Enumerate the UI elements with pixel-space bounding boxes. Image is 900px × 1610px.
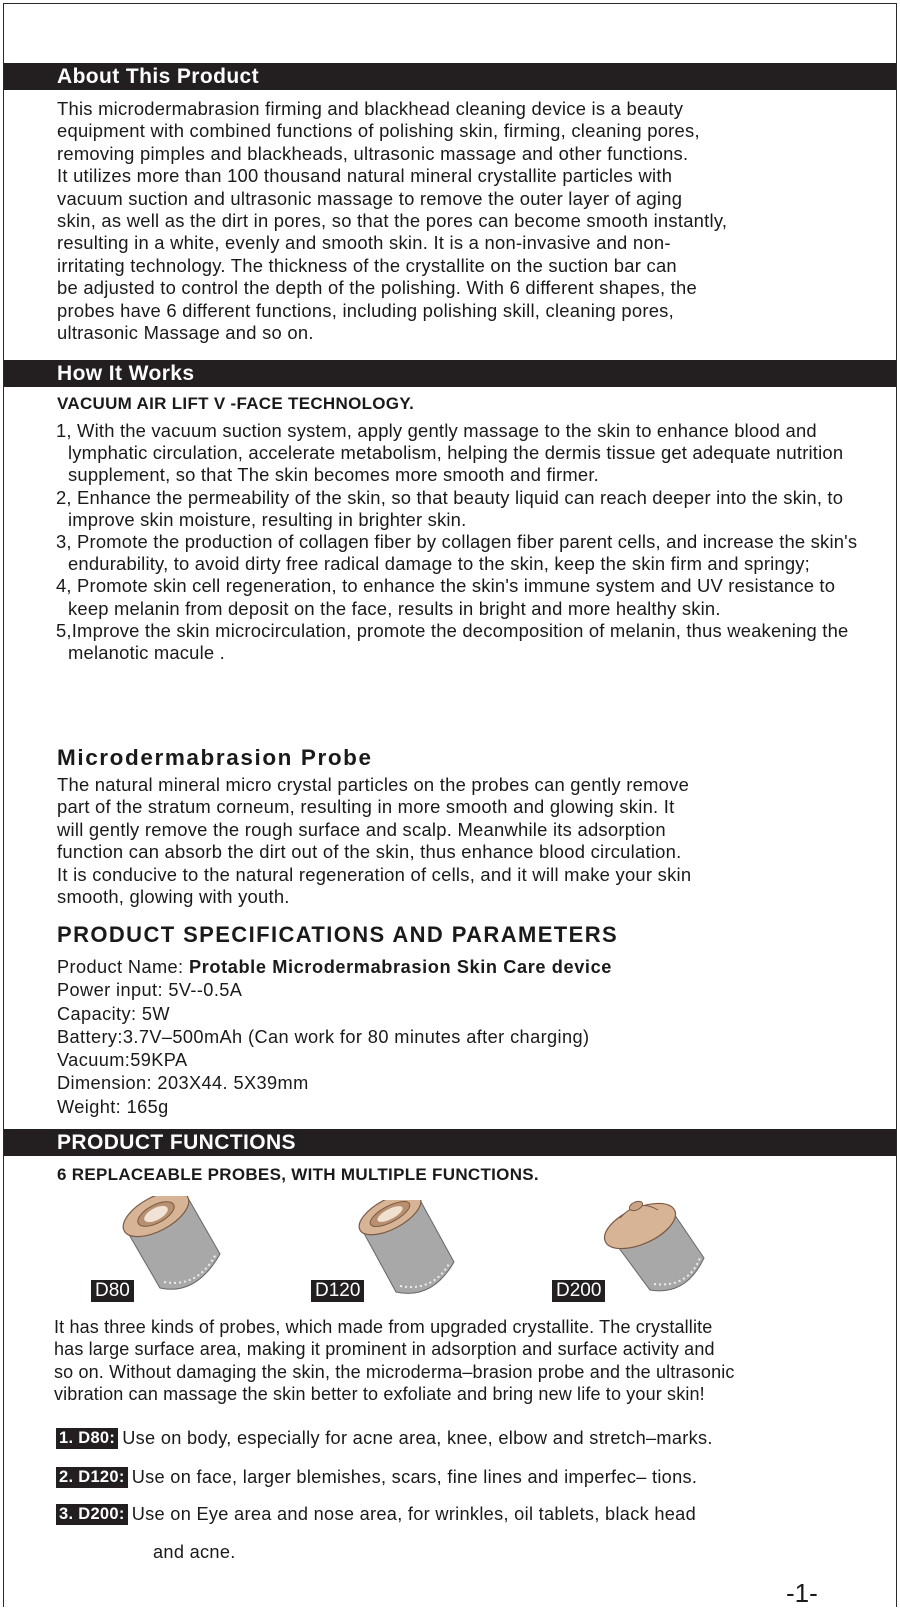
- probe-body: The natural mineral micro crystal particles on the probes can gently remove part of the stratum corneum, resulting in more smooth and glowing skin. It will gently remove the rough surface and scalp. Meanwhile its adsorption function can absorb the dirt out of the skin, thus enhance blood circulation. It is conducive to the natural regeneration of cells, and it will make your skin smooth, glowing with youth.: [57, 774, 692, 908]
- how-subtitle: VACUUM AIR LIFT V -FACE TECHNOLOGY.: [57, 394, 415, 413]
- functions-body: It has three kinds of probes, which made from upgraded crystallite. The crystallite has large surface area, making it prominent in adsorption and surface activity and so on. Without damaging the skin, the microderma–brasion probe and the ultrasonic vibration can massage the skin better to exfoliate and bring new life to your skin!: [54, 1317, 735, 1405]
- probe-title: Microdermabrasion Probe: [57, 745, 373, 770]
- spec-row: Vacuum:59KPA: [57, 1050, 188, 1071]
- page-number: -1-: [786, 1578, 818, 1608]
- usage-row-d120: [56, 1467, 697, 1488]
- spec-row: Capacity: 5W: [57, 1003, 170, 1024]
- usage-badge: 1. D80:: [56, 1428, 118, 1449]
- how-section-header: How It Works: [4, 360, 896, 387]
- how-list: [56, 420, 876, 664]
- usage-text: Use on body, especially for acne area, knee, elbow and stretch–marks.: [122, 1428, 713, 1448]
- probe-d80-illustration: [118, 1196, 228, 1296]
- spec-row: Battery:3.7V–500mAh (Can work for 80 minutes after charging): [57, 1026, 590, 1047]
- spec-row: Weight: 165g: [57, 1096, 169, 1117]
- spec-name-value: Protable Microdermabrasion Skin Care device: [188, 957, 613, 977]
- usage-text: Use on Eye area and nose area, for wrinkles, oil tablets, black head: [131, 1504, 696, 1524]
- about-section-header: About This Product: [4, 63, 896, 90]
- usage-badge: 2. D120:: [56, 1467, 128, 1488]
- how-list-item: 1, With the vacuum suction system, apply gently massage to the skin to enhance blood and lymphatic circulation, accelerate metabolism, helping the dermis tissue get adequate nutrition supplement, so that The skin becomes more smooth and firmer.: [56, 420, 844, 486]
- functions-section-header: PRODUCT FUNCTIONS: [4, 1129, 896, 1156]
- probe-d200-illustration: [600, 1196, 715, 1296]
- usage-continuation: and acne.: [153, 1542, 236, 1562]
- specs-title: PRODUCT SPECIFICATIONS AND PARAMETERS: [57, 922, 619, 947]
- probe-label-d120: D120: [311, 1280, 364, 1302]
- spec-name-label: Product Name:: [57, 957, 189, 977]
- usage-row-d200: [56, 1504, 696, 1525]
- how-list-item: 5,Improve the skin microcirculation, promote the decomposition of melanin, thus weakening the melanotic macule .: [56, 619, 849, 664]
- spec-row: Dimension: 203X44. 5X39mm: [57, 1073, 309, 1094]
- probe-label-d200: D200: [552, 1280, 605, 1302]
- usage-badge: 3. D200:: [56, 1504, 128, 1525]
- how-list-item: 2, Enhance the permeability of the skin, so that beauty liquid can reach deeper into the skin, to improve skin moisture, resulting in brighter skin.: [56, 486, 844, 530]
- usage-row-d80: [56, 1428, 713, 1449]
- spec-row: Power input: 5V--0.5A: [57, 980, 243, 1001]
- spec-row-product-name: [57, 956, 612, 979]
- how-list-item: 4, Promote skin cell regeneration, to enhance the skin's immune system and UV resistance to keep melanin from deposit on the face, results in bright and more healthy skin.: [56, 575, 836, 619]
- about-body: This microdermabrasion firming and blackhead cleaning device is a beauty equipment with combined functions of polishing skin, firming, cleaning pores, removing pimples and blackheads, ultrasonic massage and other functions. It utilizes more than 100 thousand natural mineral crystallite particles with vacuum suction and ultrasonic massage to remove the outer layer of aging skin, as well as the dirt in pores, so that the pores can become smooth instantly, resulting in a white, evenly and smooth skin. It is a non-invasive and non- irritating technology. The thickness of the crystallite on the suction bar can be adjusted to control the depth of the polishing. With 6 different shapes, the probes have 6 different functions, including polishing skill, cleaning pores, ultrasonic Massage and so on.: [57, 98, 728, 344]
- functions-subtitle: 6 REPLACEABLE PROBES, WITH MULTIPLE FUNCTIONS.: [57, 1165, 539, 1184]
- specs-list: [57, 956, 612, 1119]
- how-list-item: 3, Promote the production of collagen fiber by collagen fiber parent cells, and increase the skin's endurability, to avoid dirty free radical damage to the skin, keep the skin firm and springy;: [56, 531, 858, 575]
- probe-d120-illustration: [354, 1200, 464, 1300]
- usage-text: Use on face, larger blemishes, scars, fine lines and imperfec– tions.: [131, 1467, 698, 1487]
- probe-label-d80: D80: [91, 1280, 134, 1302]
